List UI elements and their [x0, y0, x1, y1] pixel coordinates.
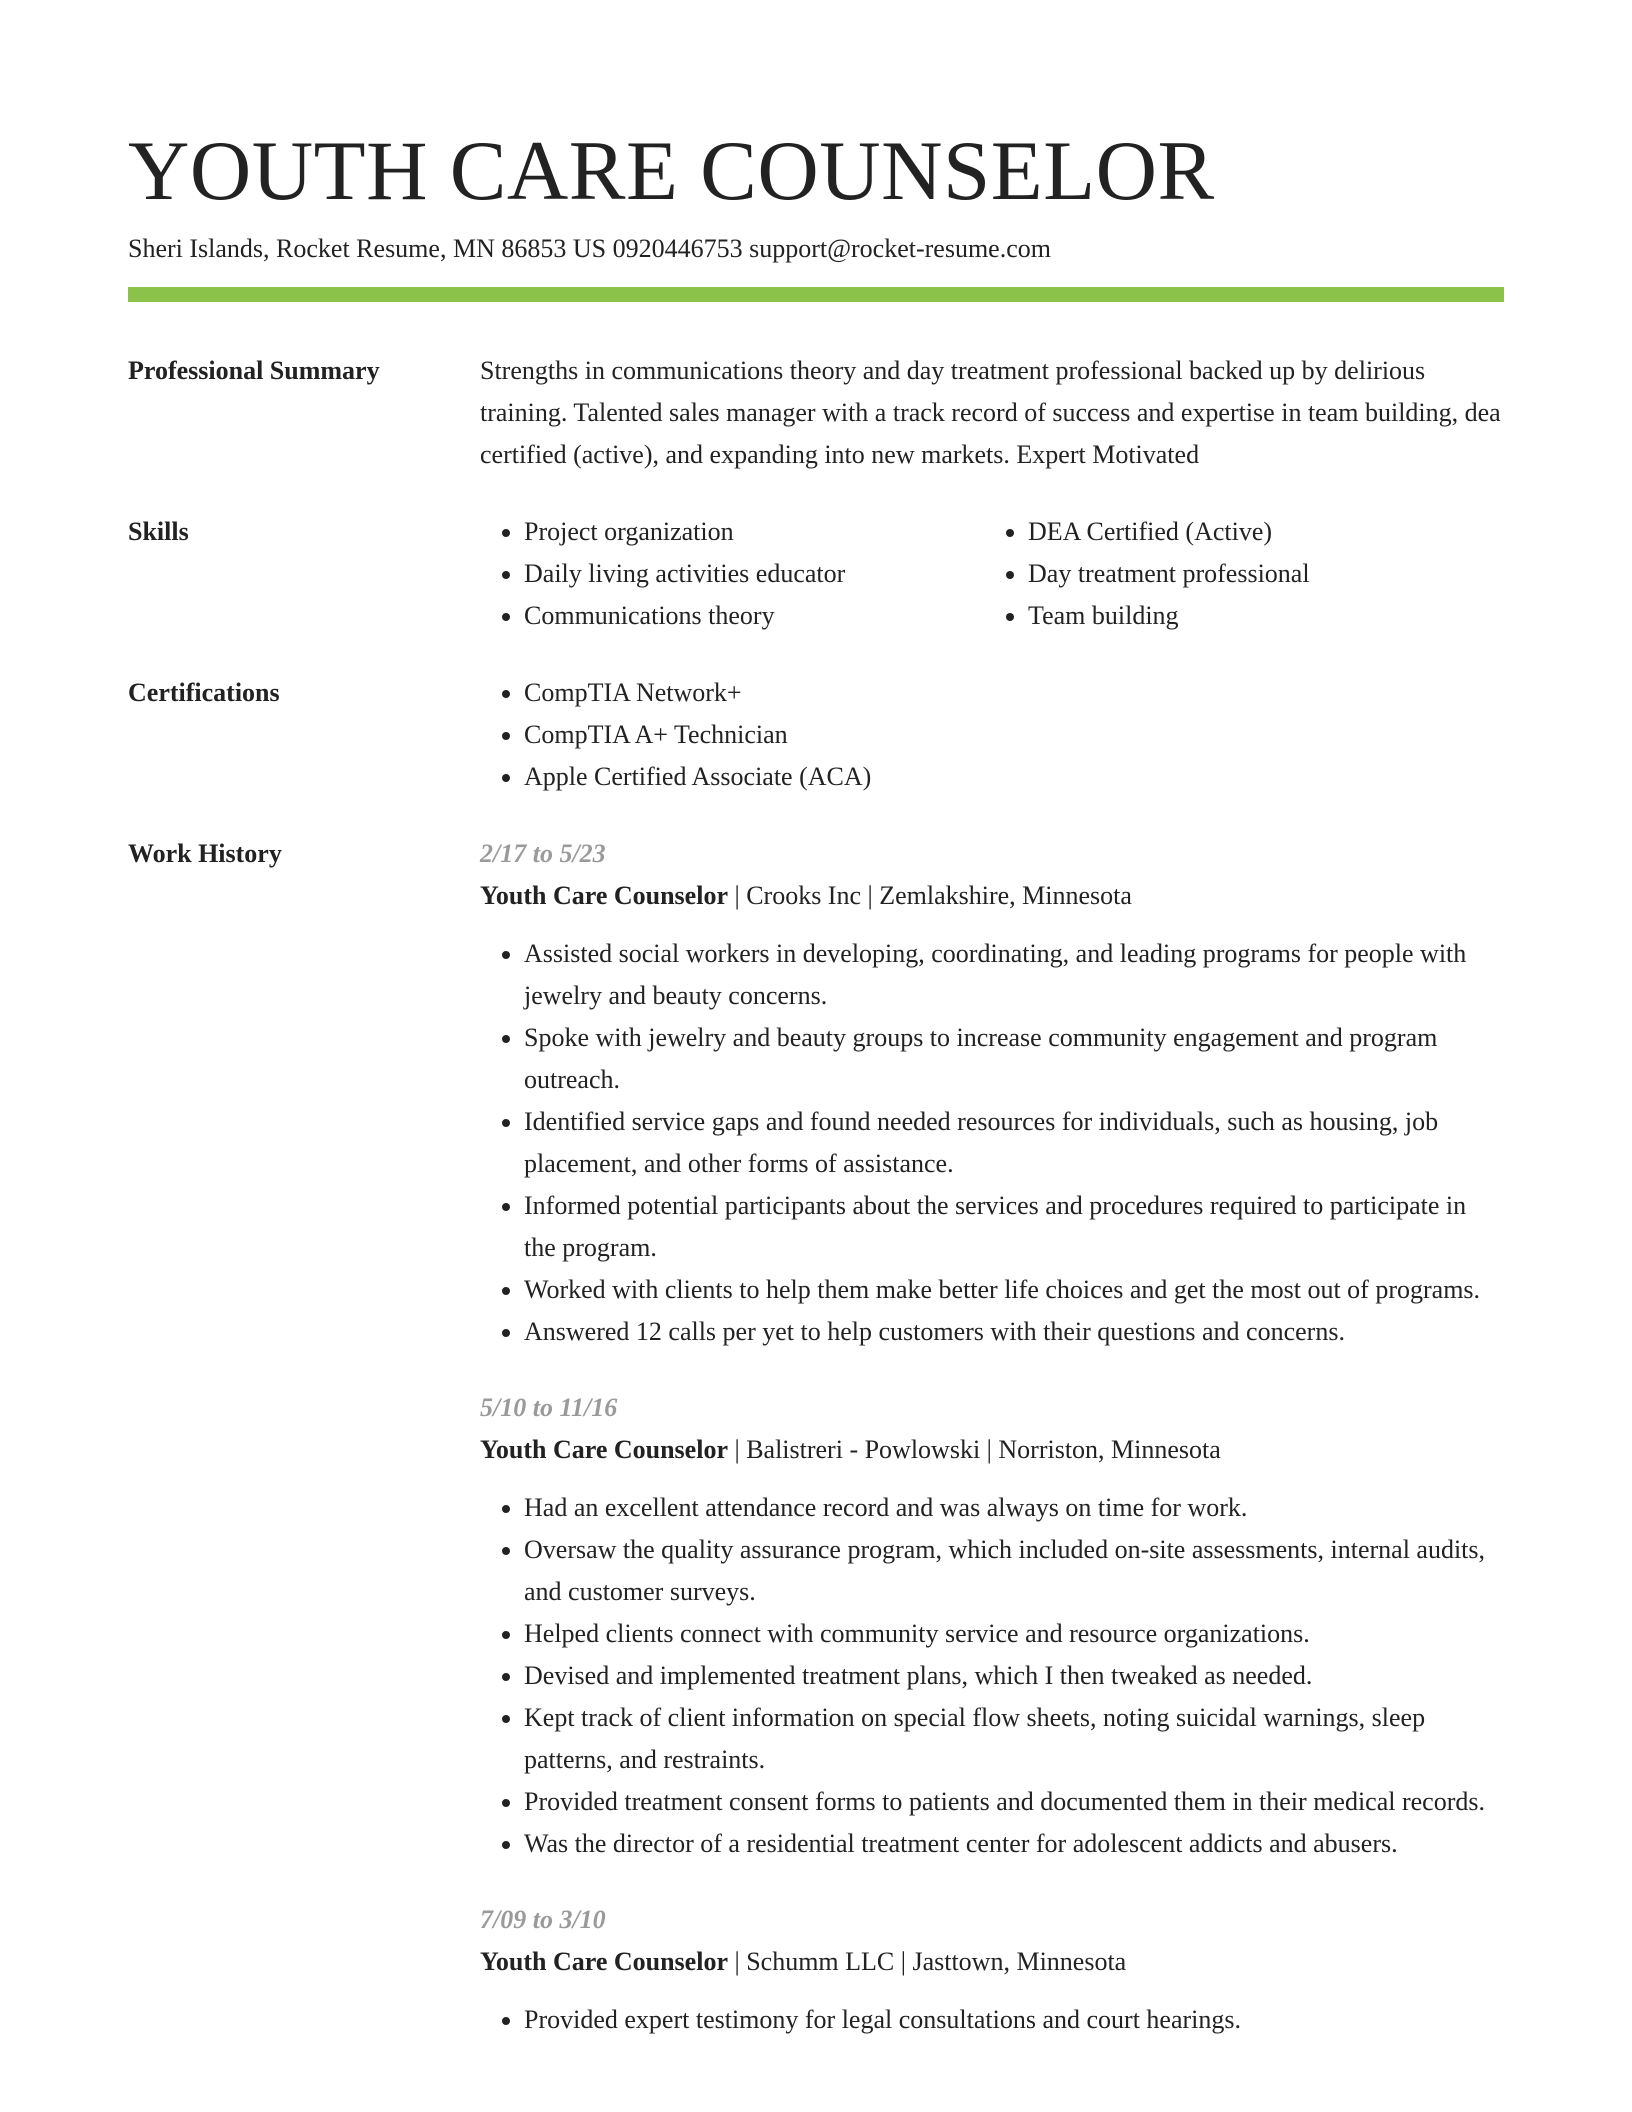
- job-duties-list: [480, 933, 1504, 1353]
- job-duty-item: • Had an excellent attendance record and was always on time for work.: [524, 1487, 1504, 1529]
- job-entry: [480, 1387, 1504, 1865]
- job-header: [480, 1941, 1504, 1983]
- section-label-work-history: Work History: [128, 839, 282, 868]
- job-dates: 2/17 to 5/23: [480, 839, 606, 868]
- certification-item: • Apple Certified Associate (ACA): [524, 756, 1504, 798]
- certification-item: • CompTIA A+ Technician: [524, 714, 1504, 756]
- skills-section: [128, 511, 1504, 637]
- job-duties-list: [480, 1487, 1504, 1865]
- skills-list-left: [480, 511, 984, 637]
- job-duty-item: • Assisted social workers in developing, coordinating, and leading programs for people with jewelry and beauty concerns.: [524, 933, 1504, 1017]
- skill-item: • Team building: [1028, 595, 1488, 637]
- job-dates: 7/09 to 3/10: [480, 1905, 606, 1934]
- job-duty-item: • Oversaw the quality assurance program, which included on-site assessments, internal audits, and customer surveys.: [524, 1529, 1504, 1613]
- skills-grid: [480, 511, 1504, 637]
- job-details: | Crooks Inc | Zemlakshire, Minnesota: [727, 881, 1132, 910]
- job-duty-item: • Was the director of a residential treatment center for adolescent addicts and abusers.: [524, 1823, 1504, 1865]
- job-duty-item: • Informed potential participants about the services and procedures required to participate in the program.: [524, 1185, 1504, 1269]
- job-header: [480, 875, 1504, 917]
- certifications-section: [128, 672, 1504, 798]
- job-entry: [480, 833, 1504, 1353]
- job-duty-item: • Provided treatment consent forms to patients and documented them in their medical records.: [524, 1781, 1504, 1823]
- work-history-section: [128, 833, 1504, 2075]
- skills-list-right: [984, 511, 1488, 637]
- summary-text: Strengths in communications theory and day treatment professional backed up by delirious training. Talented sales manager with a track record of success and expertise in team building, dea certified (active), and expanding into new markets. Expert Motivated: [480, 356, 1501, 469]
- job-title: Youth Care Counselor: [480, 881, 728, 910]
- skills-column-right: [984, 511, 1488, 637]
- job-duties-list: [480, 1999, 1504, 2041]
- job-duty-item: • Provided expert testimony for legal consultations and court hearings.: [524, 1999, 1504, 2041]
- job-details: | Schumm LLC | Jasttown, Minnesota: [727, 1947, 1127, 1976]
- section-label-summary: Professional Summary: [128, 356, 380, 385]
- job-duty-item: • Spoke with jewelry and beauty groups to increase community engagement and program outreach.: [524, 1017, 1504, 1101]
- skill-item: • Daily living activities educator: [524, 553, 984, 595]
- resume-sections: [128, 350, 1504, 2075]
- job-duty-item: • Helped clients connect with community service and resource organizations.: [524, 1613, 1504, 1655]
- resume-page: [128, 0, 1504, 2075]
- job-duty-item: • Answered 12 calls per yet to help customers with their questions and concerns.: [524, 1311, 1504, 1353]
- job-duty-item: • Worked with clients to help them make better life choices and get the most out of programs.: [524, 1269, 1504, 1311]
- skills-column-left: [480, 511, 984, 637]
- job-title: Youth Care Counselor: [480, 1435, 728, 1464]
- job-title: Youth Care Counselor: [480, 1947, 728, 1976]
- job-duty-item: • Devised and implemented treatment plans, which I then tweaked as needed.: [524, 1655, 1504, 1697]
- skills-body: [480, 511, 1504, 637]
- job-dates: 5/10 to 11/16: [480, 1393, 618, 1422]
- section-label-certifications: Certifications: [128, 678, 280, 707]
- skill-item: • Communications theory: [524, 595, 984, 637]
- certifications-body: [480, 672, 1504, 798]
- job-duty-item: • Kept track of client information on special flow sheets, noting suicidal warnings, sleep patterns, and restraints.: [524, 1697, 1504, 1781]
- resume-title: YOUTH CARE COUNSELOR: [128, 124, 1215, 218]
- certification-item: • CompTIA Network+: [524, 672, 1504, 714]
- contact-info: Sheri Islands, Rocket Resume, MN 86853 US 0920446753 support@rocket-resume.com: [128, 234, 1051, 263]
- summary-section: [128, 350, 1504, 476]
- job-header: [480, 1429, 1504, 1471]
- skill-item: • Day treatment professional: [1028, 553, 1488, 595]
- job-duty-item: • Identified service gaps and found needed resources for individuals, such as housing, job placement, and other forms of assistance.: [524, 1101, 1504, 1185]
- skill-item: • Project organization: [524, 511, 984, 553]
- section-label-skills: Skills: [128, 517, 189, 546]
- work-history-body: [480, 833, 1504, 2075]
- job-details: | Balistreri - Powlowski | Norriston, Minnesota: [727, 1435, 1221, 1464]
- certifications-list: [480, 672, 1504, 798]
- accent-divider: [128, 287, 1504, 302]
- job-entry: [480, 1899, 1504, 2041]
- skill-item: • DEA Certified (Active): [1028, 511, 1488, 553]
